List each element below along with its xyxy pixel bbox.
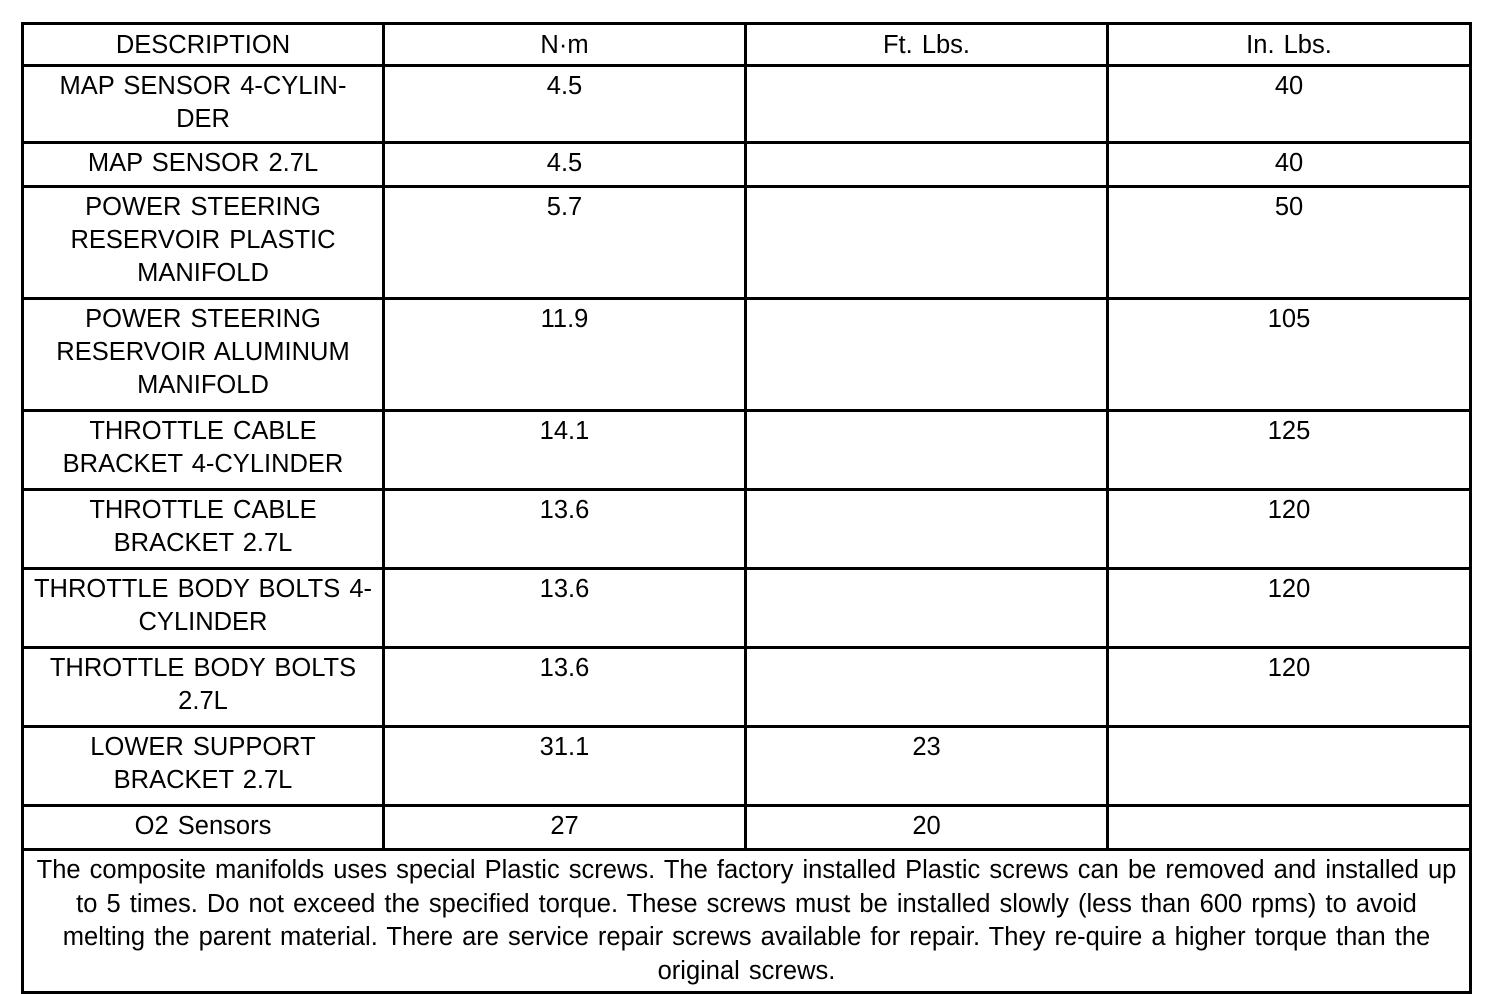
cell-nm: 31.1 bbox=[384, 727, 746, 806]
torque-specifications-table bbox=[21, 22, 1472, 994]
cell-ft-lbs bbox=[746, 569, 1108, 648]
cell-description: POWER STEERING RESERVOIR ALUMINUM MANIFOLD bbox=[23, 299, 384, 411]
table-row bbox=[23, 806, 1471, 850]
table-row bbox=[23, 299, 1471, 411]
header-ft-lbs: Ft. Lbs. bbox=[746, 24, 1108, 66]
cell-nm: 4.5 bbox=[384, 143, 746, 187]
table-row bbox=[23, 648, 1471, 727]
cell-ft-lbs bbox=[746, 490, 1108, 569]
cell-nm: 4.5 bbox=[384, 66, 746, 143]
table-row bbox=[23, 411, 1471, 490]
table-note: The composite manifolds uses special Plastic screws. The factory installed Plastic screws can be removed and installed up to 5 times. Do not exceed the specified torque. These screws must be installed slowly (less than 600 rpms) to avoid melting the parent material. There are service repair screws available for repair. They re-quire a higher torque than the original screws. bbox=[23, 850, 1471, 993]
note-row bbox=[23, 850, 1471, 993]
cell-in-lbs: 125 bbox=[1108, 411, 1471, 490]
cell-nm: 5.7 bbox=[384, 187, 746, 299]
table-row bbox=[23, 727, 1471, 806]
cell-description: LOWER SUPPORT BRACKET 2.7L bbox=[23, 727, 384, 806]
cell-description: MAP SENSOR 2.7L bbox=[23, 143, 384, 187]
cell-ft-lbs: 23 bbox=[746, 727, 1108, 806]
cell-ft-lbs bbox=[746, 66, 1108, 143]
cell-ft-lbs bbox=[746, 143, 1108, 187]
header-in-lbs: In. Lbs. bbox=[1108, 24, 1471, 66]
table-row bbox=[23, 490, 1471, 569]
table-row bbox=[23, 143, 1471, 187]
cell-ft-lbs: 20 bbox=[746, 806, 1108, 850]
cell-description: THROTTLE CABLE BRACKET 2.7L bbox=[23, 490, 384, 569]
table-row bbox=[23, 569, 1471, 648]
cell-in-lbs: 120 bbox=[1108, 648, 1471, 727]
cell-in-lbs: 120 bbox=[1108, 490, 1471, 569]
cell-description: MAP SENSOR 4-CYLIN- DER bbox=[23, 66, 384, 143]
cell-description: THROTTLE BODY BOLTS 2.7L bbox=[23, 648, 384, 727]
cell-description: THROTTLE BODY BOLTS 4-CYLINDER bbox=[23, 569, 384, 648]
cell-in-lbs: 40 bbox=[1108, 143, 1471, 187]
cell-nm: 13.6 bbox=[384, 648, 746, 727]
cell-description: O2 Sensors bbox=[23, 806, 384, 850]
header-nm: N·m bbox=[384, 24, 746, 66]
cell-nm: 13.6 bbox=[384, 569, 746, 648]
cell-in-lbs bbox=[1108, 727, 1471, 806]
cell-ft-lbs bbox=[746, 648, 1108, 727]
cell-in-lbs bbox=[1108, 806, 1471, 850]
cell-description: THROTTLE CABLE BRACKET 4-CYLINDER bbox=[23, 411, 384, 490]
cell-ft-lbs bbox=[746, 187, 1108, 299]
table-row bbox=[23, 66, 1471, 143]
header-description: DESCRIPTION bbox=[23, 24, 384, 66]
cell-nm: 11.9 bbox=[384, 299, 746, 411]
cell-nm: 13.6 bbox=[384, 490, 746, 569]
cell-ft-lbs bbox=[746, 411, 1108, 490]
cell-description: POWER STEERING RESERVOIR PLASTIC MANIFOLD bbox=[23, 187, 384, 299]
cell-in-lbs: 50 bbox=[1108, 187, 1471, 299]
cell-in-lbs: 120 bbox=[1108, 569, 1471, 648]
cell-in-lbs: 105 bbox=[1108, 299, 1471, 411]
header-row bbox=[23, 24, 1471, 66]
cell-in-lbs: 40 bbox=[1108, 66, 1471, 143]
table-row bbox=[23, 187, 1471, 299]
cell-nm: 27 bbox=[384, 806, 746, 850]
cell-ft-lbs bbox=[746, 299, 1108, 411]
cell-nm: 14.1 bbox=[384, 411, 746, 490]
